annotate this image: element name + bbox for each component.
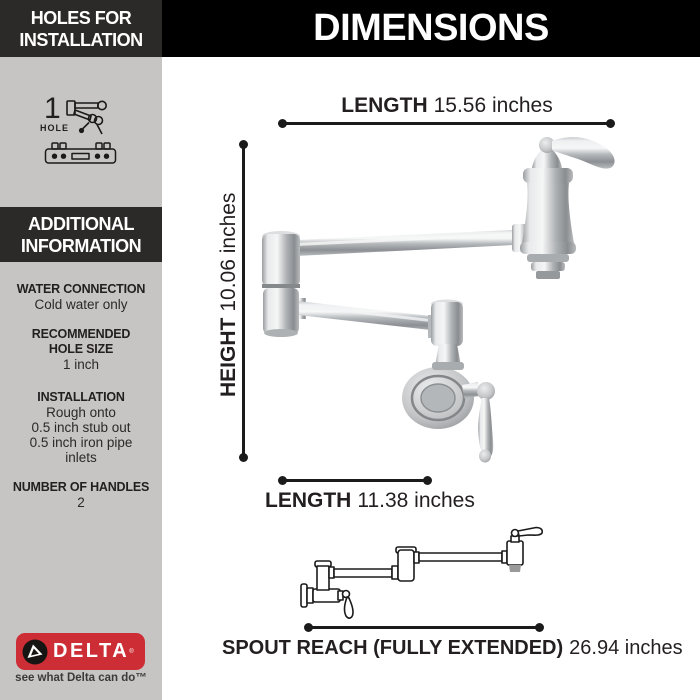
dimensions-header <box>162 0 700 57</box>
dimensions-title: DIMENSIONS <box>313 7 549 49</box>
delta-brand-name: DELTA <box>53 640 130 662</box>
installation-label: INSTALLATION <box>37 390 125 404</box>
delta-triangle-icon <box>21 638 49 666</box>
top-length-dimension-line <box>282 122 611 125</box>
top-length-label: LENGTH <box>341 94 428 117</box>
installation-line4: inlets <box>65 450 97 465</box>
bottom-length-value: 11.38 inches <box>357 489 475 512</box>
water-connection-value: Cold water only <box>34 297 128 312</box>
hole-size-value: 1 inch <box>62 357 100 372</box>
spout-reach-value: 26.94 inches <box>569 637 683 659</box>
handles-value: 2 <box>77 495 85 510</box>
handles-info <box>0 480 162 510</box>
dimension-dot <box>239 453 248 462</box>
dimension-dot <box>278 119 287 128</box>
installation-line1: Rough onto <box>46 405 116 420</box>
registered-mark: ® <box>129 648 134 655</box>
dimension-dot <box>535 623 544 632</box>
hole-size-info <box>0 327 162 372</box>
water-connection-label: WATER CONNECTION <box>16 282 146 296</box>
installation-line3: 0.5 inch iron pipe <box>29 435 133 450</box>
pot-filler-faucet-image <box>250 135 630 470</box>
spout-reach-label: SPOUT REACH (FULLY EXTENDED) <box>222 637 564 659</box>
delta-tagline: see what Delta can do™ <box>15 672 147 684</box>
holes-header-line1: HOLES FOR <box>30 7 132 28</box>
one-hole-faucet-icon <box>64 96 114 138</box>
handles-label: NUMBER OF HANDLES <box>12 480 150 494</box>
top-length-value: 15.56 inches <box>433 94 553 117</box>
hole-size-label-line1: RECOMMENDED <box>31 327 131 341</box>
installation-info <box>0 390 162 465</box>
pot-filler-extended-diagram <box>295 520 555 625</box>
spout-reach-annotation <box>222 637 683 660</box>
top-length-annotation <box>282 94 612 118</box>
bottom-length-dimension-line <box>282 479 427 482</box>
cooktop-icon <box>44 141 118 165</box>
height-dimension-line <box>242 144 245 458</box>
hole-size-label-line2: HOLE SIZE <box>48 342 114 356</box>
sidebar <box>0 0 162 700</box>
hole-count-number: 1 <box>44 92 61 125</box>
holes-for-installation-header <box>0 0 162 57</box>
holes-header-line2: INSTALLATION <box>19 29 143 50</box>
additional-information-header <box>0 207 162 262</box>
delta-logo <box>16 633 145 670</box>
installation-line2: 0.5 inch stub out <box>31 420 131 435</box>
height-label: HEIGHT <box>217 317 240 397</box>
bottom-length-annotation <box>265 489 475 513</box>
hole-count-label: HOLE <box>40 123 70 133</box>
additional-header-line1: ADDITIONAL <box>28 213 134 234</box>
spout-reach-dimension-line <box>308 626 540 629</box>
water-connection-info <box>0 282 162 312</box>
main-panel <box>162 0 700 700</box>
dimension-dot <box>278 476 287 485</box>
height-annotation <box>217 192 240 397</box>
dimension-dot <box>606 119 615 128</box>
dimension-dot <box>423 476 432 485</box>
dimension-dot <box>239 140 248 149</box>
height-value: 10.06 inches <box>217 192 240 312</box>
dimension-dot <box>304 623 313 632</box>
additional-header-line2: INFORMATION <box>20 235 142 256</box>
bottom-length-label: LENGTH <box>265 489 352 512</box>
